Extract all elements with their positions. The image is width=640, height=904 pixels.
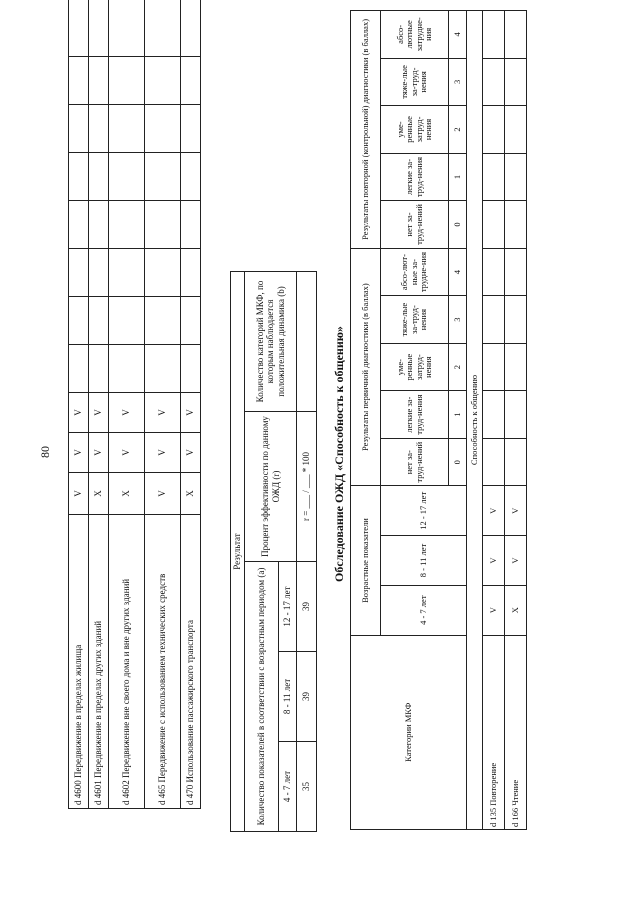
category-label: d 470 Использование пассажирского транспорта [181,515,201,809]
grade-label: абсо-лют-ные за-трудне-ния [381,248,449,296]
grade-label: уме-ренные затруд-нения [381,106,449,154]
mark-cell: X [109,473,145,515]
mark-cell: V [505,486,527,536]
score: 0 [449,438,467,486]
score: 4 [449,11,467,59]
result-col-b: Количество категорий МКФ, по которым наблюдается положительная динамика (b) [245,271,297,411]
mark-cell: V [145,393,181,433]
grade-label: легкие за-труд-нения [381,153,449,201]
mark-cell: X [89,473,109,515]
category-label: d 4600 Передвижение в пределах жилища [69,515,89,809]
mark-cell: V [109,393,145,433]
age-label: 12 - 17 лет [279,562,297,652]
mark-cell: V [89,433,109,473]
grade-label: тяже-лые за-труд-нения [381,58,449,106]
category-label: d 4601 Передвижение в пределах других зданий [89,515,109,809]
category-header: Категории МКФ [351,635,467,829]
age-count: 39 [297,652,317,742]
table-row [145,0,181,809]
age-label: 8 - 11 лет [279,652,297,742]
mark-cell: V [109,433,145,473]
grade-label: нет за-труд-нений [381,201,449,249]
mark-cell: V [69,433,89,473]
mark-cell: V [181,393,201,433]
table-row [109,0,145,809]
grade-label: тяже-лые за-труд-нения [381,296,449,344]
score: 2 [449,106,467,154]
grade-label: уме-ренные затруд-нения [381,343,449,391]
communication-table [350,10,527,830]
mark-cell: V [145,433,181,473]
result-table [230,271,317,832]
table-row [69,0,89,809]
result-b-value [297,271,317,411]
grade-label: нет за-труд-нений [381,438,449,486]
age-count: 35 [297,742,317,832]
primary-header: Результаты первичной диагностики (в баллах) [351,248,381,486]
mark-cell: X [505,585,527,635]
mark-cell: V [505,536,527,586]
table-row [483,11,505,830]
grade-label: абсо-лютные затрудне-ния [381,11,449,59]
score: 0 [449,201,467,249]
mark-cell: V [89,393,109,433]
score: 1 [449,391,467,439]
activity-table [68,0,201,809]
mark-cell: V [483,585,505,635]
age-label: 12 - 17 лет [381,486,467,536]
table-row [181,0,201,809]
age-label: 4 - 7 лет [381,585,467,635]
score: 4 [449,248,467,296]
result-col-a: Количество показателей в соответствии с возрастным периодом (a) [245,562,279,832]
age-header: Возрастные показатели [351,486,381,635]
mark-cell: V [69,473,89,515]
formula: r = ___ / ___ * 100 [297,412,317,562]
score: 3 [449,58,467,106]
category-label: d 135 Повторение [483,635,505,829]
mark-cell: V [483,536,505,586]
score: 1 [449,153,467,201]
section-row: Способность к общению [467,11,483,830]
mark-cell: X [181,473,201,515]
mark-cell: V [181,433,201,473]
repeat-header: Результаты повторной (контрольной) диагностики (в баллах) [351,11,381,249]
table-row [89,0,109,809]
page-number: 80 [38,446,52,458]
age-label: 8 - 11 лет [381,536,467,586]
result-title: Результат [231,271,245,831]
score: 2 [449,343,467,391]
age-count: 39 [297,562,317,652]
section-heading: Обследование ОЖД «Способность к общению» [332,326,346,582]
category-label: d 4602 Передвижение вне своего дома и вне других зданий [109,515,145,809]
category-label: d 465 Передвижение с использованием технических средств [145,515,181,809]
score: 3 [449,296,467,344]
category-label: d 166 Чтение [505,635,527,829]
grade-label: легкие за-труд-нения [381,391,449,439]
result-col-r: Процент эффективности по данному ОЖД (r) [245,412,297,562]
mark-cell: V [69,393,89,433]
mark-cell: V [483,486,505,536]
age-label: 4 - 7 лет [279,742,297,832]
mark-cell: V [145,473,181,515]
table-row [505,11,527,830]
